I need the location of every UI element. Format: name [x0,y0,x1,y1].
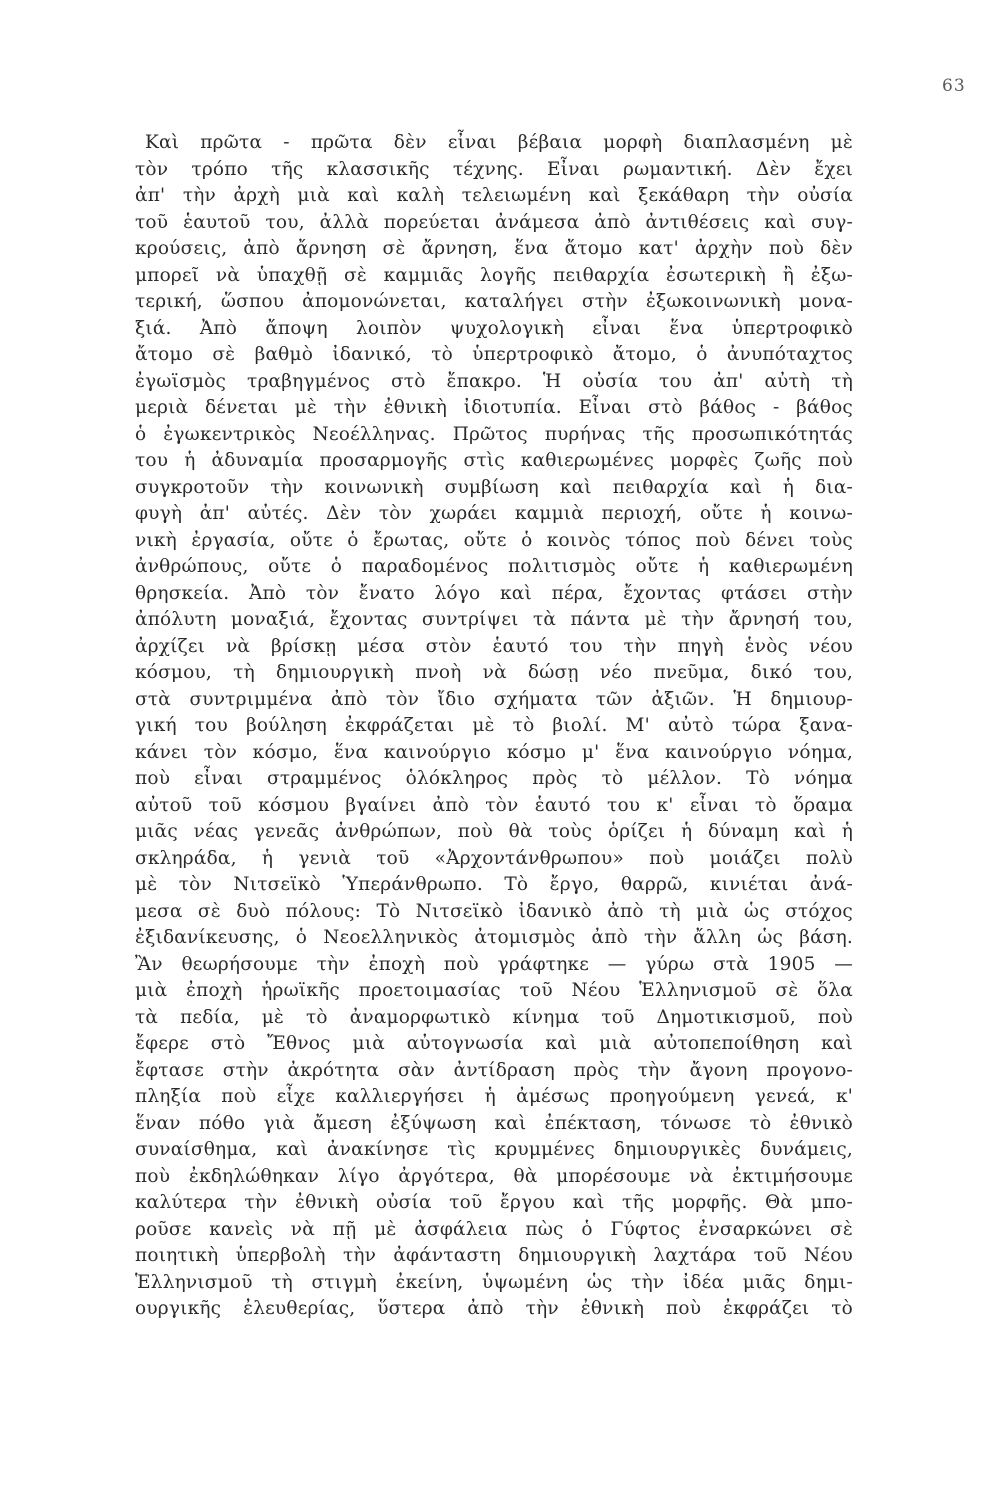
text-line: ἐξιδανίκευσης, ὁ Νεοελληνικὸς ἀτομισμὸς ἀπὸ τὴν ἄλλη ὡς βάση. [135,927,853,948]
text-line: σκληράδα, ἡ γενιὰ τοῦ «Ἀρχοντάνθρωπου» ποὺ μοιάζει πολὺ [135,847,853,869]
text-line: συγκροτοῦν τὴν κοινωνικὴ συμβίωση καὶ πειθαρχία καὶ ἡ δια- [135,476,853,498]
text-line: ἀρχίζει νὰ βρίσκῃ μέσα στὸν ἑαυτό του τὴν πηγὴ ἑνὸς νέου [135,635,853,657]
body-text [135,130,853,1323]
text-line: ροῦσε κανεὶς νὰ πῇ μὲ ἀσφάλεια πὼς ὁ Γύφτος ἐνσαρκώνει σὲ [135,1218,853,1240]
text-line: ἔφερε στὸ Ἔθνος μιὰ αὐτογνωσία καὶ μιὰ αὐτοπεποίθηση καὶ [135,1033,853,1054]
text-line: ἀπόλυτη μοναξιά, ἔχοντας συντρίψει τὰ πάντα μὲ τὴν ἄρνησή του, [135,609,853,630]
text-line: μὲ τὸν Νιτσεϊκὸ Ὑπεράνθρωπο. Τὸ ἔργο, θαρρῶ, κινιέται ἀνά- [135,874,853,895]
text-line: μεριὰ δένεται μὲ τὴν ἐθνικὴ ἰδιοτυπία. Εἶναι στὸ βάθος - βάθος [135,397,853,418]
text-line: μιᾶς νέας γενεᾶς ἀνθρώπων, ποὺ θὰ τοὺς ὁρίζει ἡ δύναμη καὶ ἡ [135,821,853,842]
text-line: ξιά. Ἀπὸ ἄποψη λοιπὸν ψυχολογικὴ εἶναι ἕνα ὑπερτροφικὸ [135,317,853,339]
text-line: ἄτομο σὲ βαθμὸ ἰδανικό, τὸ ὑπερτροφικὸ ἄτομο, ὁ ἀνυπόταχτος [135,344,853,365]
text-line: ποὺ εἶναι στραμμένος ὁλόκληρος πρὸς τὸ μέλλον. Τὸ νόημα [135,768,853,789]
text-line: καλύτερα τὴν ἐθνικὴ οὐσία τοῦ ἔργου καὶ τῆς μορφῆς. Θὰ μπο- [135,1192,853,1213]
text-line: πληξία ποὺ εἶχε καλλιεργήσει ἡ ἀμέσως προηγούμενη γενεά, κ' [135,1086,853,1107]
text-line: του ἡ ἀδυναμία προσαρμογῆς στὶς καθιερωμένες μορφὲς ζωῆς ποὺ [135,450,853,471]
text-line: ἀπ' τὴν ἀρχὴ μιὰ καὶ καλὴ τελειωμένη καὶ ξεκάθαρη τὴν οὐσία [135,185,853,206]
text-line: ἐγωϊσμὸς τραβηγμένος στὸ ἔπακρο. Ἡ οὐσία του ἀπ' αὐτὴ τὴ [135,370,853,392]
text-line: ποὺ ἐκδηλώθηκαν λίγο ἀργότερα, θὰ μπορέσουμε νὰ ἐκτιμήσουμε [135,1165,853,1187]
text-line: Ἂν θεωρήσουμε τὴν ἐποχὴ ποὺ γράφτηκε — γύρω στὰ 1905 — [135,953,853,975]
text-line: ὁ ἐγωκεντρικὸς Νεοέλληνας. Πρῶτος πυρήνας τῆς προσωπικότητάς [135,423,853,445]
text-line: ουργικῆς ἐλευθερίας, ὕστερα ἀπὸ τὴν ἐθνικὴ ποὺ ἐκφράζει τὸ [135,1298,853,1319]
text-line: νικὴ ἐργασία, οὔτε ὁ ἔρωτας, οὔτε ὁ κοινὸς τόπος ποὺ δένει τοὺς [135,529,853,551]
text-line: Καὶ πρῶτα - πρῶτα δὲν εἶναι βέβαια μορφὴ διαπλασμένη μὲ [145,132,853,153]
text-line: φυγὴ ἀπ' αὐτές. Δὲν τὸν χωράει καμμιὰ περιοχή, οὔτε ἡ κοινω- [135,503,853,524]
page-number: 63 [942,76,966,96]
text-line: ποιητικὴ ὑπερβολὴ τὴν ἀφάνταστη δημιουργικὴ λαχτάρα τοῦ Νέου [135,1245,853,1266]
text-line: συναίσθημα, καὶ ἀνακίνησε τὶς κρυμμένες δημιουργικὲς δυνάμεις, [135,1139,853,1160]
text-line: στὰ συντριμμένα ἀπὸ τὸν ἴδιο σχήματα τῶν ἀξιῶν. Ἡ δημιουρ- [135,688,853,710]
text-line: γική του βούληση ἐκφράζεται μὲ τὸ βιολί. Μ' αὐτὸ τώρα ξανα- [135,715,853,736]
text-line: αὐτοῦ τοῦ κόσμου βγαίνει ἀπὸ τὸν ἑαυτό του κ' εἶναι τὸ ὅραμα [135,794,853,816]
text-line: κόσμου, τὴ δημιουργικὴ πνοὴ νὰ δώσῃ νέο πνεῦμα, δικό του, [135,662,853,683]
text-line: τὰ πεδία, μὲ τὸ ἀναμορφωτικὸ κίνημα τοῦ Δημοτικισμοῦ, ποὺ [135,1006,853,1028]
text-line: ἀνθρώπους, οὔτε ὁ παραδομένος πολιτισμὸς οὔτε ἡ καθιερωμένη [135,556,853,577]
text-line: μεσα σὲ δυὸ πόλους: Τὸ Νιτσεϊκὸ ἰδανικὸ ἀπὸ τὴ μιὰ ὡς στόχος [135,900,853,922]
text-line: ἕναν πόθο γιὰ ἄμεση ἐξύψωση καὶ ἐπέκταση, τόνωσε τὸ ἐθνικὸ [135,1112,853,1134]
text-line: μιὰ ἐποχὴ ἡρωϊκῆς προετοιμασίας τοῦ Νέου Ἑλληνισμοῦ σὲ ὅλα [135,980,853,1001]
text-line: μπορεῖ νὰ ὑπαχθῇ σὲ καμμιᾶς λογῆς πειθαρχία ἐσωτερικὴ ἢ ἐξω- [135,264,853,286]
text-line: κρούσεις, ἀπὸ ἄρνηση σὲ ἄρνηση, ἕνα ἄτομο κατ' ἀρχὴν ποὺ δὲν [135,238,853,259]
text-line: τοῦ ἑαυτοῦ του, ἀλλὰ πορεύεται ἀνάμεσα ἀπὸ ἀντιθέσεις καὶ συγ- [135,211,853,233]
text-line: Ἑλληνισμοῦ τὴ στιγμὴ ἐκείνη, ὑψωμένη ὡς τὴν ἰδέα μιᾶς δημι- [135,1271,853,1293]
text-line: θρησκεία. Ἀπὸ τὸν ἔνατο λόγο καὶ πέρα, ἔχοντας φτάσει στὴν [135,582,853,604]
text-line: κάνει τὸν κόσμο, ἕνα καινούργιο κόσμο μ' ἕνα καινούργιο νόημα, [135,741,853,763]
text-line: ἔφτασε στὴν ἀκρότητα σὰν ἀντίδραση πρὸς τὴν ἄγονη προγονο- [135,1059,853,1081]
text-line: τὸν τρόπο τῆς κλασσικῆς τέχνης. Εἶναι ρωμαντική. Δὲν ἔχει [135,158,853,180]
text-line: τερική, ὥσπου ἀπομονώνεται, καταλήγει στὴν ἐξωκοινωνικὴ μονα- [135,291,853,312]
